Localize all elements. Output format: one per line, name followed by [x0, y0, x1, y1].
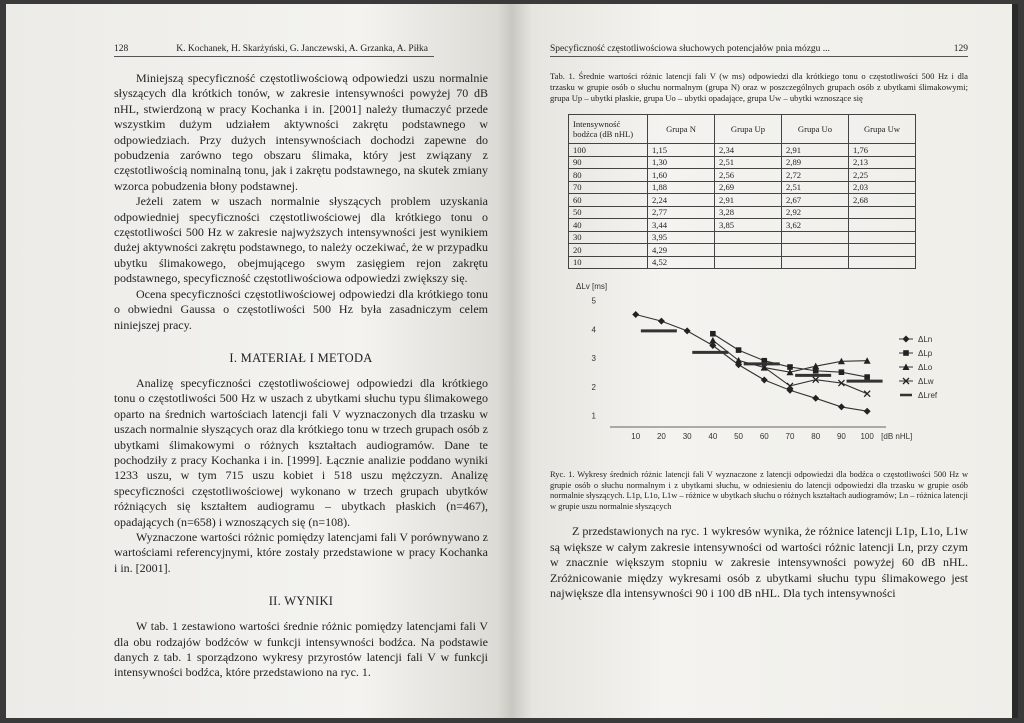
- x-tick-label: 10: [631, 432, 641, 441]
- chart-point: [761, 376, 768, 383]
- book-spread: [6, 4, 1018, 718]
- chart-point: [684, 327, 691, 334]
- table-cell-value: 2,56: [715, 169, 782, 182]
- legend-label: ΔLp: [918, 349, 933, 358]
- table-cell-intensity: 20: [569, 244, 648, 257]
- chart-point: [864, 374, 870, 380]
- latency-chart: [550, 277, 968, 459]
- table-cell-intensity: 100: [569, 144, 648, 157]
- table-row: [569, 169, 916, 182]
- table-cell-value: [715, 244, 782, 257]
- x-tick-label: 80: [811, 432, 821, 441]
- table-row: [569, 156, 916, 169]
- chart-point: [839, 369, 845, 375]
- table-cell-value: 1,30: [648, 156, 715, 169]
- chart-point: [864, 408, 871, 415]
- table-header-group-n: Grupa N: [648, 115, 715, 144]
- table-cell-value: [849, 244, 916, 257]
- table-header-group-uw: Grupa Uw: [849, 115, 916, 144]
- right-paragraph: Z przedstawionych na ryc. 1 wykresów wynika, że różnice latencji L1p, L1o, L1w są większe w całym zakresie intensywności od wartości różnic latencji Ln, przy czym w znacznie większym stopniu w zakresie intensywności powyżej 60 dB nHL. Zróżnicowanie między wykresami osób z ubytkami słuchu typu ślimakowego jest największe dla intensywności 90 i 100 dB nHL. Dla tych intensywności: [550, 524, 968, 600]
- right-running-title: Specyficzność częstotliwościowa słuchowych potencjałów pnia mózgu ...: [550, 44, 830, 54]
- table-cell-value: [782, 244, 849, 257]
- table-cell-value: 2,34: [715, 144, 782, 157]
- x-tick-label: 30: [682, 432, 692, 441]
- legend-marker: [903, 336, 910, 343]
- x-tick-label: 40: [708, 432, 718, 441]
- y-tick-label: 5: [591, 296, 596, 306]
- table-cell-value: 2,91: [782, 144, 849, 157]
- y-tick-label: 3: [591, 354, 596, 364]
- table-row: [569, 256, 916, 269]
- table-cell-value: [849, 256, 916, 269]
- table-cell-value: 2,13: [849, 156, 916, 169]
- table-row: [569, 219, 916, 232]
- table-row: [569, 194, 916, 207]
- table-cell-intensity: 80: [569, 169, 648, 182]
- left-page: [6, 4, 512, 718]
- table-row: [569, 181, 916, 194]
- right-running-head: [550, 44, 968, 57]
- table-cell-value: 3,95: [648, 231, 715, 244]
- left-running-title: K. Kochanek, H. Skarżyński, G. Janczewski, A. Grzanka, A. Piłka: [176, 44, 428, 54]
- table-cell-value: [849, 219, 916, 232]
- right-page-number: 129: [953, 44, 968, 54]
- x-tick-label: 70: [785, 432, 795, 441]
- table-header-group-up: Grupa Up: [715, 115, 782, 144]
- left-paragraph-1: Miniejszą specyficzność częstotliwościową odpowiedzi uszu normalnie słyszących dla krótkich tonów, w zakresie intensywności powyżej 70 dB nHL, stwierdzoną w pracy Kochanka i in. [2001] należy tłumaczyć przede wszystkim dużym udziałem aktywności zakrętu podstawnego w odpowiedziach. Przy dużych intensywnościach dochodzi zapewne do pobudzenia zarówno tego obszaru ślimaka, który jest związany z częstotliwością nominalną tonu, jak i zakrętu podstawnego, na skutek zmiany wzorca pobudzenia błony podstawnej.: [114, 71, 488, 193]
- table-cell-intensity: 50: [569, 206, 648, 219]
- table-cell-value: 2,51: [715, 156, 782, 169]
- figure-caption: Ryc. 1. Wykresy średnich różnic latencji fali V wyznaczone z latencji odpowiedzi dla bodźca o częstotliwości 500 Hz w grupie osób o słuchu normalnym i z ubytkami słuchu, w odniesieniu do latencji odpowiedzi dla trzasku w grupie osób normalnie słyszących. L1p, L1o, L1w – różnice w ubytkach słuchu o różnych kształtach audiogramów; Ln – różnica latencji w grupie uszu normalnie słyszących: [550, 470, 968, 511]
- table-cell-intensity: 90: [569, 156, 648, 169]
- table-cell-intensity: 40: [569, 219, 648, 232]
- chart-point: [709, 337, 716, 344]
- table-cell-intensity: 60: [569, 194, 648, 207]
- table-cell-value: 3,62: [782, 219, 849, 232]
- table-cell-intensity: 70: [569, 181, 648, 194]
- x-tick-label: 90: [836, 432, 846, 441]
- x-tick-label: 20: [656, 432, 666, 441]
- table-cell-value: 2,92: [782, 206, 849, 219]
- chart-point: [710, 331, 716, 337]
- table-cell-value: [782, 256, 849, 269]
- table-cell-value: 3,28: [715, 206, 782, 219]
- chart-point: [838, 403, 845, 410]
- left-paragraph-2: Jeżeli zatem w uszach normalnie słyszących problem uzyskania odpowiedniej specyficzności częstotliwościowej dla krótkiego tonu o częstotliwości 500 Hz w zakresie najwyższych intensywności jest wynikiem dużej aktywności zakrętu podstawnego, to należy oczekiwać, że w przypadku ubytku ślimakowego, obejmującego swym zasięgiem rejon zakrętu podstawnego, specyficzność częstotliwościowa odpowiedzi zwiększy się.: [114, 194, 488, 286]
- results-paragraph-1: W tab. 1 zestawiono wartości średnie różnic pomiędzy latencjami fali V dla obu rodzajów bodźców w funkcji intensywności bodźca. Na podstawie danych z tab. 1 sporządzono wykresy przyrostów latencji fali V w funkcji intensywności bodźca, które przedstawiono na ryc. 1.: [114, 619, 488, 680]
- table-body: [569, 144, 916, 269]
- table-cell-value: 2,77: [648, 206, 715, 219]
- right-page: [512, 4, 1018, 718]
- left-running-head: [114, 44, 434, 57]
- y-tick-label: 4: [591, 325, 596, 335]
- table-cell-value: 4,52: [648, 256, 715, 269]
- table-cell-value: 2,89: [782, 156, 849, 169]
- table-cell-value: [715, 231, 782, 244]
- page-edge: [1012, 4, 1018, 718]
- table-cell-value: 2,72: [782, 169, 849, 182]
- table-cell-value: 3,85: [715, 219, 782, 232]
- left-paragraph-3: Ocena specyficzności częstotliwościowej odpowiedzi dla krótkiego tonu o obwiedni Gaussa o częstotliwości 500 Hz była zasadniczym celem niniejszej pracy.: [114, 286, 488, 332]
- table-cell-value: 2,69: [715, 181, 782, 194]
- table-cell-value: [849, 206, 916, 219]
- y-tick-label: 2: [591, 382, 596, 392]
- legend-label: ΔLn: [918, 335, 933, 344]
- method-paragraph-2: Wyznaczone wartości różnic pomiędzy latencjami fali V porównywano z wartościami referencyjnymi, które zostały przedstawione w pracy Kochanka i in. [2001].: [114, 529, 488, 575]
- method-paragraph-1: Analizę specyficzności częstotliwościowej odpowiedzi dla krótkiego tonu o częstotliwości 500 Hz w uszach z ubytkami słuchu typu ślimakowego oparto na średnich wartościach latencji fali V wyznaczonych dla trzasku w uszach normalnie słyszących oraz dla krótkiego tonu w trzech grupach osób z ubytkami ślimakowymi o różnych kształtach audiogramów. Dane te pochodziły z pracy Kochanka i in. [1999]. Łącznie analizie poddano wyniki 1233 uszu, w tym 715 uszu kobiet i 518 uszu mężczyzn. Analizę specyficzności częstotliwościowej wykonano w trzech grupach ubytków różniących się kształtem audiogramu – ubytkach płaskich (n=467), opadających (n=658) i wznoszących się (n=108).: [114, 375, 488, 529]
- figure-chart: [550, 277, 968, 464]
- table-cell-value: 2,03: [849, 181, 916, 194]
- chart-point: [864, 391, 870, 397]
- table-cell-value: 3,44: [648, 219, 715, 232]
- table-row: [569, 231, 916, 244]
- table-cell-intensity: 10: [569, 256, 648, 269]
- legend-label: ΔLo: [918, 363, 933, 372]
- x-axis-label: [dB nHL]: [881, 432, 913, 441]
- table-cell-value: 2,91: [715, 194, 782, 207]
- legend-label: ΔLref: [918, 391, 938, 400]
- table-cell-value: 2,68: [849, 194, 916, 207]
- y-tick-label: 1: [591, 411, 596, 421]
- table-row: [569, 206, 916, 219]
- table-header-group-uo: Grupa Uo: [782, 115, 849, 144]
- chart-point: [632, 311, 639, 318]
- chart-point: [658, 318, 665, 325]
- left-page-number: 128: [114, 44, 129, 54]
- chart-point: [812, 395, 819, 402]
- table-cell-value: 2,25: [849, 169, 916, 182]
- table-cell-value: 1,76: [849, 144, 916, 157]
- table-row: [569, 244, 916, 257]
- table-cell-value: 1,88: [648, 181, 715, 194]
- table-cell-value: 1,15: [648, 144, 715, 157]
- x-tick-label: 100: [860, 432, 874, 441]
- table-cell-value: 2,67: [782, 194, 849, 207]
- table-header-row: [569, 115, 916, 144]
- table-cell-value: 2,51: [782, 181, 849, 194]
- x-tick-label: 60: [759, 432, 769, 441]
- table-cell-value: [782, 231, 849, 244]
- legend-label: ΔLw: [918, 377, 934, 386]
- table-cell-value: 1,60: [648, 169, 715, 182]
- table-cell-intensity: 30: [569, 231, 648, 244]
- table-cell-value: [849, 231, 916, 244]
- table-row: [569, 144, 916, 157]
- section-heading-material: I. MATERIAŁ I METODA: [229, 350, 373, 365]
- chart-point: [736, 347, 742, 353]
- table-cell-value: 4,29: [648, 244, 715, 257]
- table-caption: Tab. 1. Średnie wartości różnic latencji fali V (w ms) odpowiedzi dla krótkiego tonu o częstotliwości 500 Hz i dla trzasku w grupie osób o słuchu normalnym (grupa N) oraz w poszczególnych grupach osób z ubytkami ślimakowymi; grupa Up – ubytki płaskie, grupa Uo – ubytki opadające, grupa Uw – ubytki wznoszące się: [550, 71, 968, 103]
- section-heading-results: II. WYNIKI: [268, 594, 334, 609]
- legend-marker: [903, 350, 909, 356]
- table-header-intensity: Intensywność bodźca (dB nHL): [569, 115, 648, 144]
- y-axis-label: ΔLv [ms]: [576, 282, 608, 291]
- table-cell-value: [715, 256, 782, 269]
- table-cell-value: 2,24: [648, 194, 715, 207]
- latency-table: [568, 114, 916, 269]
- x-tick-label: 50: [734, 432, 744, 441]
